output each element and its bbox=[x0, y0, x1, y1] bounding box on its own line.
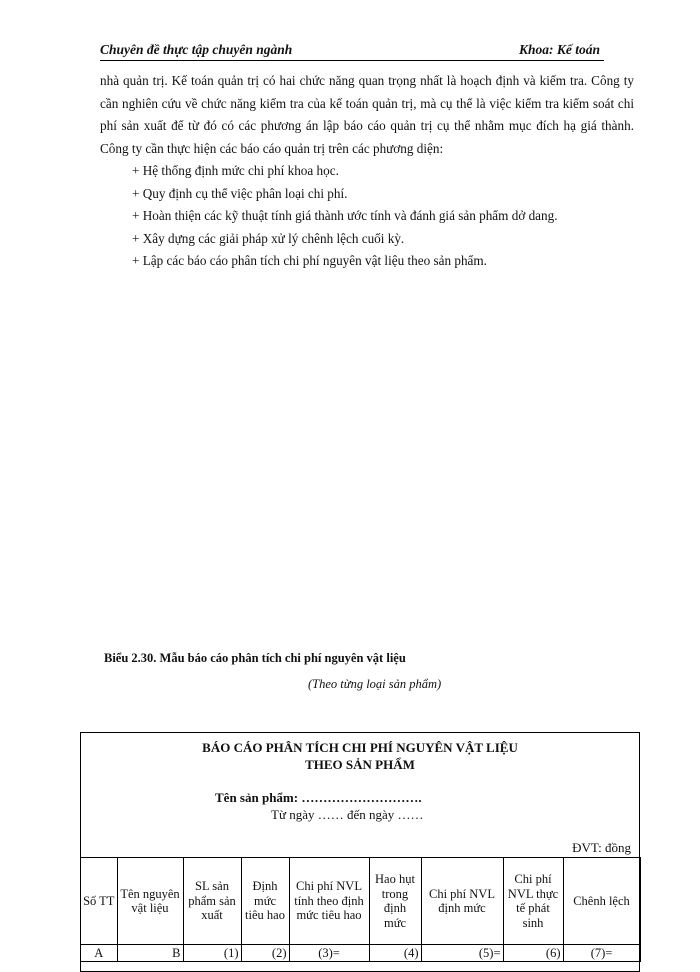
analysis-table bbox=[81, 857, 641, 962]
bullet-item: + Quy định cụ thể việc phân loại chi phí. bbox=[132, 185, 348, 201]
page-header bbox=[100, 42, 604, 61]
column-header: Số TT bbox=[81, 858, 117, 945]
table-cell: B bbox=[117, 945, 183, 962]
product-name-line: Tên sản phẩm: ………………………. bbox=[215, 790, 422, 805]
table-index-row bbox=[81, 945, 640, 962]
table-header-row bbox=[81, 858, 640, 945]
header-department: Khoa: Kế toán bbox=[518, 42, 600, 57]
period-line: Từ ngày …… đến ngày …… bbox=[271, 807, 424, 822]
bullet-item: + Hoàn thiện các kỹ thuật tính giá thành ước tính và đánh giá sản phẩm dở dang. bbox=[132, 208, 558, 223]
report-title bbox=[81, 739, 639, 773]
figure-caption: Biểu 2.30. Mẫu báo cáo phân tích chi phí nguyên vật liệu bbox=[104, 651, 406, 665]
table-cell: A bbox=[81, 945, 117, 962]
report-title-line2: THEO SẢN PHẨM bbox=[305, 757, 415, 772]
table-cell: (2) bbox=[241, 945, 289, 962]
bullet-item: + Hệ thống định mức chi phí khoa học. bbox=[132, 163, 339, 178]
column-header: Chi phí NVL định mức bbox=[421, 858, 503, 945]
body-paragraph: nhà quản trị. Kế toán quản trị có hai chức năng quan trọng nhất là hoạch định và kiểm tra. Công ty cần nghiên cứu về chức năng kiểm tra của kế toán quản trị, mà cụ thể là việc kiểm tra kiểm soát chi phí sản xuất để từ đó có các phương án lập báo cáo quản trị cụ thể nhằm mục đích hạ giá thành. Công ty cần thực hiện các báo cáo quản trị trên các phương diện: bbox=[100, 73, 634, 156]
table-cell: (7)= bbox=[563, 945, 640, 962]
unit-label: ĐVT: đồng bbox=[572, 840, 631, 855]
column-header: Định mức tiêu hao bbox=[241, 858, 289, 945]
table-cell: (6) bbox=[503, 945, 563, 962]
column-header: Hao hụt trong định mức bbox=[369, 858, 421, 945]
report-form bbox=[80, 732, 640, 972]
table-cell: (1) bbox=[183, 945, 241, 962]
table-cell: (5)= bbox=[421, 945, 503, 962]
column-header: Chênh lệch bbox=[563, 858, 640, 945]
column-header: Tên nguyên vật liệu bbox=[117, 858, 183, 945]
column-header: SL sản phẩm sản xuất bbox=[183, 858, 241, 945]
table-cell: (4) bbox=[369, 945, 421, 962]
header-course-title: Chuyên đề thực tập chuyên ngành bbox=[100, 42, 293, 57]
body-text bbox=[100, 70, 634, 273]
bullet-list bbox=[100, 160, 634, 273]
column-header: Chi phí NVL thực tế phát sinh bbox=[503, 858, 563, 945]
column-header: Chi phí NVL tính theo định mức tiêu hao bbox=[289, 858, 369, 945]
bullet-item: + Xây dựng các giải pháp xử lý chênh lệch cuối kỳ. bbox=[132, 230, 405, 246]
bullet-item: + Lập các báo cáo phân tích chi phí nguyên vật liệu theo sản phẩm. bbox=[132, 253, 487, 268]
figure-subcaption: (Theo từng loại sản phẩm) bbox=[308, 677, 442, 691]
report-title-line1: BÁO CÁO PHÂN TÍCH CHI PHÍ NGUYÊN VẬT LIỆU bbox=[202, 740, 518, 755]
table-cell: (3)= bbox=[289, 945, 369, 962]
